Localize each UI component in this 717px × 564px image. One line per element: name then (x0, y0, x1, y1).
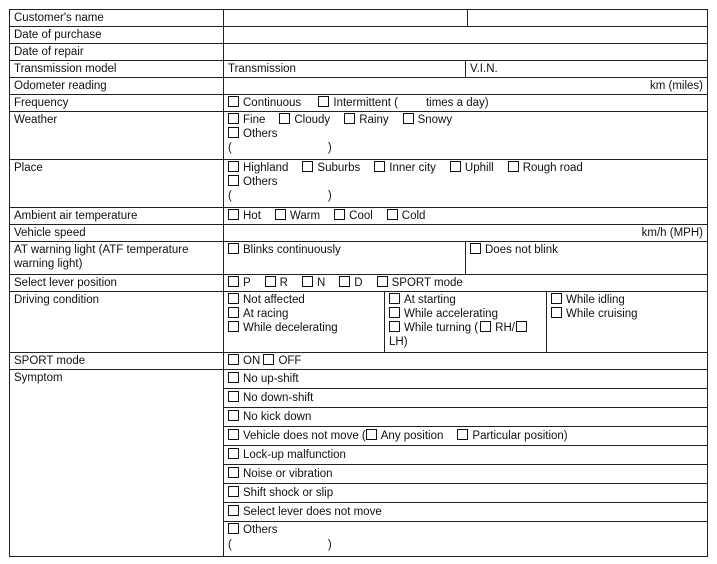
checkbox-icon[interactable] (374, 161, 385, 172)
checkbox-icon[interactable] (228, 127, 239, 138)
frequency-options (224, 95, 708, 112)
drive-at-starting: At starting (404, 294, 456, 306)
checkbox-icon[interactable] (228, 486, 239, 497)
vehicle-speed-unit[interactable]: km/h (MPH) (224, 225, 708, 242)
symptom-options (224, 370, 708, 557)
drive-lh: LH) (389, 336, 408, 348)
transmission-label[interactable]: Transmission (228, 63, 296, 75)
checkbox-icon[interactable] (457, 429, 468, 440)
weather-snowy: Snowy (417, 114, 453, 126)
paren-close: ) (327, 539, 332, 551)
does-not-blink: Does not blink (485, 244, 558, 256)
paren-open: ( (228, 539, 232, 551)
purchase-date-field[interactable] (224, 27, 708, 44)
checkbox-icon[interactable] (339, 276, 350, 287)
ambient-warm: Warm (289, 210, 321, 222)
sym-noise: Noise or vibration (243, 468, 333, 480)
blinks-continuously: Blinks continuously (243, 244, 341, 256)
paren-close: ) (327, 190, 332, 202)
checkbox-icon[interactable] (344, 113, 355, 124)
lever-sport: SPORT mode (391, 277, 463, 289)
sym-does-not-move: Vehicle does not move ( (243, 430, 366, 442)
checkbox-icon[interactable] (450, 161, 461, 172)
ambient-temp-label: Ambient air temperature (10, 208, 224, 225)
place-suburbs: Suburbs (317, 162, 361, 174)
checkbox-icon[interactable] (508, 161, 519, 172)
freq-tail: times a day) (425, 97, 489, 109)
checkbox-icon[interactable] (228, 372, 239, 383)
checkbox-icon[interactable] (228, 467, 239, 478)
sym-no-kickdown: No kick down (243, 411, 312, 423)
repair-date-label: Date of repair (10, 44, 224, 61)
customer-name-field[interactable] (224, 10, 708, 27)
checkbox-icon[interactable] (263, 354, 274, 365)
checkbox-icon[interactable] (228, 321, 239, 332)
vehicle-speed-label: Vehicle speed (10, 225, 224, 242)
drive-rh: RH/ (495, 322, 515, 334)
place-label: Place (10, 160, 224, 208)
sym-lockup: Lock-up malfunction (243, 449, 346, 461)
lever-n: N (316, 277, 326, 289)
ambient-options (224, 208, 708, 225)
checkbox-icon[interactable] (228, 523, 239, 534)
checkbox-icon[interactable] (228, 276, 239, 287)
drive-at-racing: At racing (243, 308, 289, 320)
place-highland: Highland (243, 162, 289, 174)
transmission-model-field (224, 61, 708, 78)
checkbox-icon[interactable] (228, 354, 239, 365)
sym-particular-position: Particular position) (472, 430, 568, 442)
weather-others: Others (243, 128, 278, 140)
paren-open: ( (228, 142, 232, 154)
checkbox-icon[interactable] (389, 293, 400, 304)
drive-decelerating: While decelerating (243, 322, 338, 334)
checkbox-icon[interactable] (228, 410, 239, 421)
sym-no-upshift: No up-shift (243, 373, 299, 385)
checkbox-icon[interactable] (377, 276, 388, 287)
checkbox-icon[interactable] (302, 161, 313, 172)
checkbox-icon[interactable] (228, 113, 239, 124)
symptom-label: Symptom (10, 370, 224, 557)
frequency-label: Frequency (10, 95, 224, 112)
select-lever-options (224, 275, 708, 292)
sport-mode-label: SPORT mode (10, 353, 224, 370)
checkbox-icon[interactable] (389, 321, 400, 332)
sym-shift-shock: Shift shock or slip (243, 487, 334, 499)
ambient-cool: Cool (349, 210, 373, 222)
checkbox-icon[interactable] (403, 113, 414, 124)
at-warning-options (224, 242, 708, 275)
checkbox-icon[interactable] (228, 293, 239, 304)
checkbox-icon[interactable] (228, 161, 239, 172)
driving-condition-label: Driving condition (10, 292, 224, 353)
weather-fine: Fine (243, 114, 266, 126)
place-others: Others (243, 176, 278, 188)
ambient-cold: Cold (401, 210, 426, 222)
drive-turning: While turning ( (404, 322, 479, 334)
sport-mode-options (224, 353, 708, 370)
at-warning-label: AT warning light (ATF temperature warning light) (10, 242, 224, 275)
checkbox-icon[interactable] (470, 243, 481, 254)
checkbox-icon[interactable] (228, 175, 239, 186)
repair-date-field[interactable] (224, 44, 708, 61)
weather-rainy: Rainy (359, 114, 389, 126)
freq-intermittent: Intermittent ( (333, 97, 398, 109)
checkbox-icon[interactable] (551, 293, 562, 304)
odometer-label: Odometer reading (10, 78, 224, 95)
checkbox-icon[interactable] (318, 96, 329, 107)
select-lever-label: Select lever position (10, 275, 224, 292)
checkbox-icon[interactable] (228, 505, 239, 516)
weather-label: Weather (10, 112, 224, 160)
sport-off: OFF (278, 355, 302, 367)
sym-no-downshift: No down-shift (243, 392, 314, 404)
customer-name-label: Customer's name (10, 10, 224, 27)
checkbox-icon[interactable] (228, 209, 239, 220)
vin-label[interactable]: V.I.N. (465, 61, 707, 77)
paren-close: ) (327, 142, 332, 154)
drive-accelerating: While accelerating (404, 308, 498, 320)
checkbox-icon[interactable] (516, 321, 527, 332)
checkbox-icon[interactable] (228, 307, 239, 318)
sym-others: Others (243, 524, 278, 536)
drive-not-affected: Not affected (243, 294, 305, 306)
checkbox-icon[interactable] (551, 307, 562, 318)
lever-p: P (243, 277, 251, 289)
checkbox-icon[interactable] (228, 243, 239, 254)
drive-cruising: While cruising (566, 308, 638, 320)
paren-open: ( (228, 190, 232, 202)
drive-idling: While idling (566, 294, 625, 306)
place-uphill: Uphill (464, 162, 494, 174)
odometer-unit[interactable]: km (miles) (224, 78, 708, 95)
sym-lever-stuck: Select lever does not move (243, 506, 382, 518)
checkbox-icon[interactable] (265, 276, 276, 287)
lever-d: D (354, 277, 363, 289)
checkbox-icon[interactable] (302, 276, 313, 287)
checkbox-icon[interactable] (480, 321, 491, 332)
checkbox-icon[interactable] (275, 209, 286, 220)
sport-on: ON (243, 355, 261, 367)
checkbox-icon[interactable] (228, 391, 239, 402)
checkbox-icon[interactable] (228, 429, 239, 440)
place-rough-road: Rough road (522, 162, 583, 174)
checkbox-icon[interactable] (389, 307, 400, 318)
purchase-date-label: Date of purchase (10, 27, 224, 44)
checkbox-icon[interactable] (279, 113, 290, 124)
weather-options (224, 112, 708, 160)
checkbox-icon[interactable] (387, 209, 398, 220)
transmission-model-label: Transmission model (10, 61, 224, 78)
ambient-hot: Hot (243, 210, 261, 222)
sym-any-position: Any position (380, 430, 444, 442)
checkbox-icon[interactable] (366, 429, 377, 440)
driving-condition-options (224, 292, 708, 353)
freq-continuous: Continuous (243, 97, 302, 109)
checkbox-icon[interactable] (228, 448, 239, 459)
place-options (224, 160, 708, 208)
weather-cloudy: Cloudy (294, 114, 331, 126)
place-inner-city: Inner city (389, 162, 436, 174)
lever-r: R (279, 277, 288, 289)
checkbox-icon[interactable] (228, 96, 239, 107)
checkbox-icon[interactable] (334, 209, 345, 220)
diagnosis-form (9, 9, 708, 557)
